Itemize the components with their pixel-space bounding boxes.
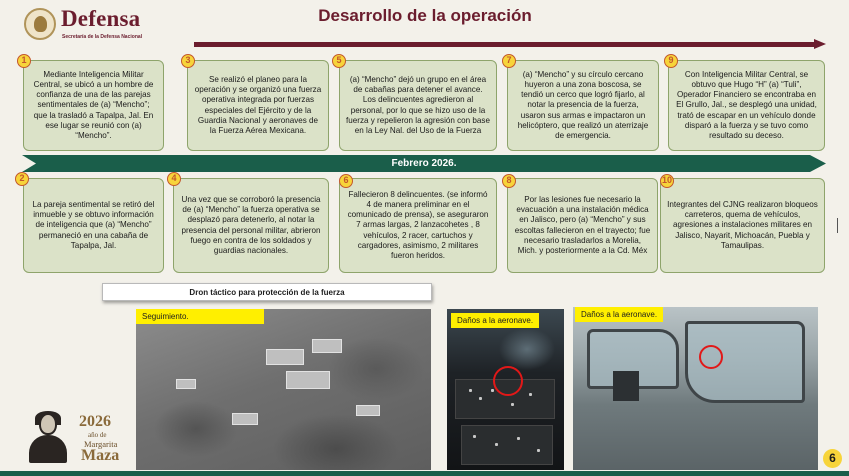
photo-tag-danos-1: Daños a la aeronave. (451, 313, 539, 328)
brand-subtitle: Secretaría de la Defensa Nacional (62, 34, 143, 40)
drone-section-label: Dron táctico para protección de la fuerza (102, 283, 432, 301)
helicopter-door-panel (613, 371, 639, 401)
footer-year: 2026 (79, 413, 111, 430)
step-badge-2: 2 (15, 172, 29, 186)
step-card-9 (668, 60, 825, 151)
footer-name-line1: Margarita (84, 439, 118, 449)
margarita-maza-portrait (27, 411, 69, 463)
step-text-8: Por las lesiones fue necesario la evacuación a una instalación médica en Jalisco, pero (a) “Mencho” y sus escoltas fallecieron en el trayecto; fue necesario trasladarlos a Morelia, Mich. y posteriormente a la Cd. Méx (514, 194, 651, 255)
step-card-5 (339, 60, 497, 151)
eagle-emblem-icon (24, 8, 56, 40)
step-card-1 (23, 60, 164, 151)
step-badge-7: 7 (502, 54, 516, 68)
step-text-5: (a) “Mencho” dejó un grupo en el área de cabañas para detener el avance. Los delincuentes agredieron al personal, por lo que se hizo uso de la fuerza y repelieron la agresión con base en la Ley Nal. del Uso de la Fuerza (346, 74, 490, 135)
damage-highlight-ring (699, 345, 723, 369)
step-text-9: Con Inteligencia Militar Central, se obtuvo que Hugo “H” (a) “Tuli”, Operador Financiero se encontraba en El Grullo, Jal., se desplegó una unidad, trató de escapar en un vehículo donde disparó a la fuerza y se tuvo como resultado su deceso. (676, 69, 817, 140)
step-card-8 (507, 178, 658, 273)
step-badge-4: 4 (167, 172, 181, 186)
step-badge-10: 10 (660, 174, 674, 188)
step-card-7 (507, 60, 659, 151)
photo-tag-seguimiento: Seguimiento. (136, 309, 264, 324)
footer-name-line2: Maza (81, 447, 120, 464)
step-badge-9: 9 (664, 54, 678, 68)
photo-tag-danos-2: Daños a la aeronave. (575, 307, 663, 322)
footer-year-sub: año de (88, 431, 107, 439)
cabin-roof (356, 405, 380, 416)
page-number-badge: 6 (823, 449, 842, 468)
drone-surveillance-photo (136, 309, 431, 470)
step-text-4: Una vez que se corroboró la presencia de (a) “Mencho” la fuerza operativa se desplazó para detenerlo, al notar la presencia del personal militar, abrieron fuego en contra de los soldados y guardias nacionales. (181, 194, 321, 255)
cabin-roof (312, 339, 342, 353)
step-card-10 (660, 178, 825, 273)
step-card-3 (187, 60, 329, 151)
step-badge-6: 6 (339, 174, 353, 188)
text-cursor (837, 218, 838, 233)
brand-name: Defensa (61, 6, 141, 31)
step-text-7: (a) “Mencho” y su círculo cercano huyeron a una zona boscosa, se tendió un cerco que logró fijarlo, al notar la presencia de la fuerza, usaron sus armas e impactaron un helicóptero, que realizó un aterrizaje de emergencia. (517, 69, 649, 140)
step-card-6 (339, 178, 497, 273)
timeline-label: Febrero 2026. (391, 158, 457, 169)
step-badge-3: 3 (181, 54, 195, 68)
page-title: Desarrollo de la operación (318, 6, 532, 25)
step-badge-8: 8 (502, 174, 516, 188)
step-text-2: La pareja sentimental se retiró del inmueble y se obtuvo información de inteligencia que (a) “Mencho” permaneció en una cabaña de Tapalpa, Jal. (32, 199, 155, 250)
title-underline-arrow (194, 42, 816, 47)
step-badge-1: 1 (17, 54, 31, 68)
cabin-roof (232, 413, 258, 425)
cabin-roof (266, 349, 304, 365)
step-card-2 (23, 178, 164, 273)
aircraft-damage-photo-helicopter (573, 307, 818, 470)
step-badge-5: 5 (332, 54, 346, 68)
instrument-panel (461, 425, 553, 465)
aircraft-damage-photo-cockpit (447, 309, 564, 470)
step-text-3: Se realizó el planeo para la operación y se organizó una fuerza operativa integrada por fuerzas especiales del Ejército y de la Guardia Nacional y aeronaves de la Fuerza Aérea Mexicana. (194, 74, 322, 135)
step-text-10: Integrantes del CJNG realizaron bloqueos carreteros, quema de vehículos, agresiones a instalaciones militares en Jalisco, Nayarit, Michoacán, Puebla y Tamaulipas. (667, 199, 818, 250)
cabin-roof (176, 379, 196, 389)
step-card-4 (173, 178, 329, 273)
defensa-logo (24, 8, 174, 42)
step-text-1: Mediante Inteligencia Militar Central, se ubicó a un hombre de confianza de una de las parejas sentimentales de (a) “Mencho”; que la trasladó a Tapalpa, Jal. En ese lugar se reunió con (a) “Mencho”. (33, 69, 154, 140)
damage-highlight-ring (493, 366, 523, 396)
step-text-6: Fallecieron 8 delincuentes. (se informó 4 de manera preliminar en el comunicado de prensa), se aseguraron 7 armas largas, 2 lanzacohetes , 8 vehículos, 2 racer, cartuchos y cargadores, asimismo, 2 militares fueron heridos. (347, 189, 489, 260)
cabin-roof (286, 371, 330, 389)
footer-rule (0, 471, 849, 476)
